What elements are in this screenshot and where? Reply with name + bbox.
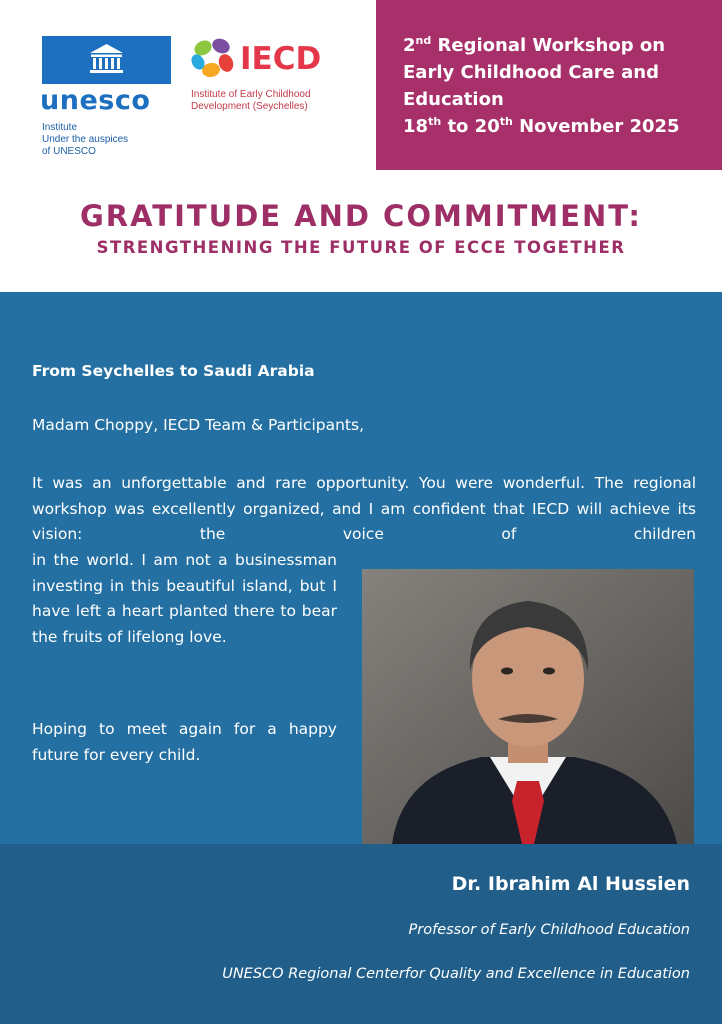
event-line-1 [403,32,680,59]
author-role: Professor of Early Childhood Education [408,922,690,938]
unesco-sub-line: Under the auspices [42,134,129,145]
unesco-subtitle [42,122,128,158]
iecd-sub-line: Institute of Early Childhood [191,89,311,100]
unesco-logo [42,36,171,84]
unesco-sub-line: of UNESCO [42,146,96,157]
event-date-mid: to 20 [447,116,500,137]
unesco-sub-line: Institute [42,122,78,133]
event-ordinal-number: 2 [403,35,416,56]
iecd-wordmark: IECD [240,41,322,77]
event-date-rest: November 2025 [519,116,680,137]
unesco-temple-icon [88,42,125,76]
event-badge [376,0,722,170]
page-subtitle: STRENGTHENING THE FUTURE OF ECCE TOGETHER [96,238,626,257]
letter-closing: Hoping to meet again for a happy future for every child. [32,720,337,764]
event-line-2: Early Childhood Care and [403,62,659,83]
iecd-sub-line: Development (Seychelles) [191,101,308,112]
event-date-start-suffix: th [428,115,442,128]
event-date-start: 18 [403,116,429,137]
author-name: Dr. Ibrahim Al Hussien [451,873,690,895]
page-title: GRATITUDE AND COMMITMENT: [79,199,643,233]
letter-intro: From Seychelles to Saudi Arabia [32,362,315,380]
letter-paragraph-narrow: in the world. I am not a businessman investing in this beautiful island, but I have left a heart planted there to bear the fruits of lifelong love. [32,551,337,646]
event-line-1-rest: Regional Workshop on [437,35,666,56]
event-line-3: Education [403,89,504,110]
unesco-wordmark: unesco [40,85,151,116]
portrait-illustration [362,569,694,844]
event-details [403,32,680,140]
event-dates [403,113,680,140]
author-photo [362,569,694,844]
author-organization: UNESCO Regional Centerfor Quality and Excellence in Education [222,966,690,982]
letter-greeting: Madam Choppy, IECD Team & Participants, [32,416,365,434]
letter-paragraph-wide: It was an unforgettable and rare opportunity. You were wonderful. The regional workshop was excellently organized, and I am confident that IECD will achieve its vision: the voice of children [32,474,696,543]
iecd-logo-icon [189,36,237,80]
event-date-end-suffix: th [499,115,513,128]
iecd-subtitle [191,89,311,113]
event-ordinal-suffix: nd [415,34,432,47]
